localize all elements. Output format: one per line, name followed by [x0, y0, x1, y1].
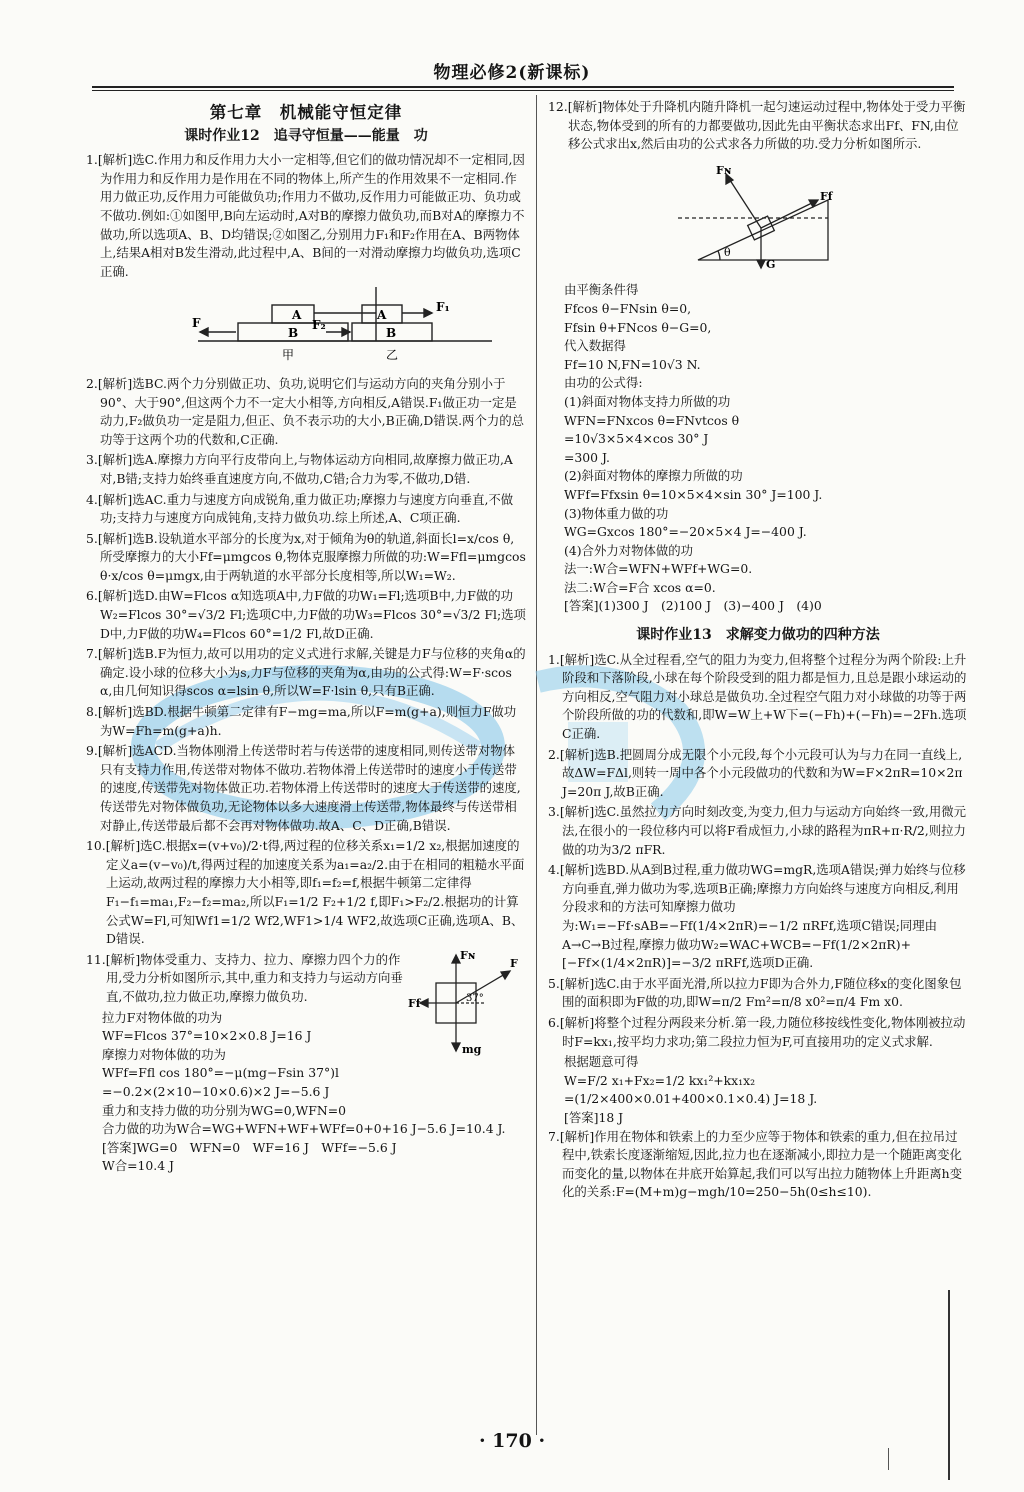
fig12-theta: θ: [724, 245, 731, 259]
answer-item-4: 4.[解析]选AC.重力与速度方向成锐角,重力做正功;摩擦力与速度方向垂直,不做功;支持力与速度方向成钝角,支持力做负功.综上所述,A、C项正确.: [86, 491, 514, 526]
item13-6-line-1: 根据题意可得: [564, 1054, 639, 1070]
item12-line-3: Ffsin θ+FNcos θ−G=0,: [564, 319, 712, 335]
item12-line-14: WG=Gxcos 180°=−20×5×4 J=−400 J.: [564, 524, 807, 540]
item12-answer: [答案](1)300 J (2)100 J (3)−400 J (4)0: [564, 598, 822, 614]
answer-item-8: 8.[解析]选BD.根据牛顿第二定律有F−mg=ma,所以F=m(g+a),则恒力F做功为W=Fh=m(g+a)h.: [86, 704, 517, 738]
fig11-mg: mg: [462, 1042, 482, 1056]
fig-label-F: F: [192, 316, 201, 331]
item11-line-7: 合力做的功为W合=WG+WFN+WF+WFf=0+0+16 J−5.6 J=10.4 J.: [102, 1121, 506, 1137]
answer-13-item-5: 5.[解析]选C.由于水平面光滑,所以拉力F即为合外力,F随位移x的变化图象包围的面积即为F做的功,即W=π/2 Fm²=π/8 x0²=π/4 Fm x0.: [548, 975, 962, 1010]
answer-13-item-1: 1.[解析]选C.从全过程看,空气的阻力为变力,但将整个过程分为两个阶段:上升阶段和下落阶段,小球在每个阶段受到的阻力都是恒力,且总是跟小球运动的方向相反,空气阻力对小球总是做负功.全过程空气阻力对小球做的功等于两个阶段所做的功的代数和,即W=W上+W下=(−Fh)+(−Fh)=−2Fh.选项C正确.: [548, 651, 967, 742]
answer-13-item-6: 6.[解析]将整个过程分两段来分析.第一段,力随位移按线性变化,物体刚被拉动时F=kx₁,按平均力求功;第二段拉力恒为F,可直接用功的定义式求解.: [548, 1014, 966, 1049]
answer-13-item-3: 3.[解析]选C.虽然拉力方向时刻改变,为变力,但力与运动方向始终一致,用微元法,在很小的一段位移内可以将F看成恒力,小球的路程为πR+π·R/2,则拉力做的功为3/2 πFR.: [548, 804, 967, 857]
answer-item-7: 7.[解析]选B.F为恒力,故可以用功的定义式进行求解,关键是力F与位移的夹角α的确定.设小球的位移大小为s,力F与位移的夹角为α,由功的公式得:W=F·scos α,由几何知识得scos α=lsin θ,所以W=F·lsin θ,只有B正确.: [86, 646, 526, 699]
fig12-FN: Fɴ: [716, 163, 732, 177]
item11-line-2: WF=Flcos 37°=10×2×0.8 J=16 J: [102, 1028, 312, 1044]
fig-yi-label-B: B: [386, 326, 397, 341]
fig11-FN: Fɴ: [460, 948, 476, 962]
item12-line-5: Ff=10 N,FN=10√3 N.: [564, 356, 701, 372]
figure-force-diagram-11: [406, 947, 526, 1065]
answer-item-10: 10.[解析]选C.根据x=(v+v₀)/2·t得,两过程的位移关系x₁=1/2 x₂,根据加速度的定义a=(v−v₀)/t,得两过程的加速度关系为a₁=a₂/2.由于在相同的粗糙水平面上运动,故两过程的摩擦力大小相等,即f₁=f₂=f,根据牛顿第二定律得F₁−f₁=ma₁,F₂−f₂=ma₂,所以F₁=1/2 F₂+1/2 f,即F₁>F₂/2.根据功的计算公式W=Fl,可知Wf1=1/2 Wf2,WF1>1/4 WF2,故选项C正确,选项A、B、D错误.: [86, 838, 525, 947]
item12-line-12: WFf=Ffxsin θ=10×5×4×sin 30° J=100 J.: [564, 486, 823, 502]
item12-line-11: (2)斜面对物体的摩擦力所做的功: [564, 468, 743, 484]
fig11-Ff: Ff: [408, 996, 421, 1010]
answer-item-1: 1.[解析]选C.作用力和反作用力大小一定相等,但它们的做功情况却不一定相同,因为作用力和反作用力是作用在不同的物体上,所产生的作用效果不一定相同.作用力做正功,反作用力可能做负功;作用力不做功,反作用力可能做正功、负功或不做功.例如:①如图甲,B向左运动时,A对B的摩擦力做负功,而B对A的摩擦力不做功,所以选项A、B、D均错误;②如图乙,分别用力F₁和F₂作用在A、B两物体上,结果A相对B发生滑动,此过程中,A、B间的一对滑动摩擦力均做负功,选项C正确.: [86, 152, 525, 279]
figure-yi: [326, 305, 492, 341]
item12-line-4: 代入数据得: [564, 338, 626, 354]
left-column: [86, 98, 526, 1176]
answer-item-9: 9.[解析]选ACD.当物体刚滑上传送带时若与传送带的速度相同,则传送带对物体只有支持力作用,传送带对物体不做功.若物体滑上传送带时的速度小于传送带的速度,传送带先对物体做正功.若物体滑上传送带时的速度大于传送带的速度,传送带先对物体做负功,无论物体以多大速度滑上传送带,物体最终与传送带相对静止,传送带最后都不会再对物体做功.故A、C、D正确,B错误.: [86, 743, 521, 833]
item11-line-4: WFf=Ffl cos 180°=−μ(mg−Fsin 37°)l: [102, 1065, 339, 1081]
item13-6-line-3: =(1/2×400×0.01+400×0.1×0.4) J=18 J.: [564, 1091, 818, 1107]
item12-line-17: 法二:W合=F合 xcos α=0.: [564, 579, 716, 595]
item13-6-answer: [答案]18 J: [564, 1109, 624, 1125]
answer-item-12: 12.[解析]物体处于升降机内随升降机一起匀速运动过程中,物体处于受力平衡状态,物体受到的所有的力都要做功,因此先由平衡状态求出Ff、FN,由位移公式求出x,然后由功的公式求各力所做的功.受力分析如图所示.: [548, 99, 966, 152]
lesson-12-title: 课时作业12 追寻守恒量——能量 功: [184, 127, 428, 144]
answer-13-item-7: 7.[解析]作用在物体和铁索上的力至少应等于物体和铁索的重力,但在拉吊过程中,铁索长度逐渐缩短,因此,拉力也在逐渐减小,即拉力是一个随距离变化而变化的量,以物体在井底开始算起,我们可以写出拉力随物体上升距离h变化的关系:F=(M+m)g−mgh/10=250−5h(0≤h≤10).: [548, 1128, 962, 1200]
item12-line-7: (1)斜面对物体支持力所做的功: [564, 393, 731, 409]
item11-answer: [答案]WG=0 WFN=0 WF=16 J WFf=−5.6 J: [102, 1139, 397, 1155]
right-column: [548, 98, 968, 1204]
item12-line-10: =300 J.: [564, 449, 610, 465]
fig12-G: G: [766, 257, 776, 270]
item12-line-1: 由平衡条件得: [564, 282, 639, 298]
item12-line-15: (4)合外力对物体做的功: [564, 542, 694, 558]
fig-label-F1: F₁: [436, 300, 450, 315]
answer-item-3: 3.[解析]选A.摩擦力方向平行皮带向上,与物体运动方向相同,故摩擦力做正功,A对,B错;支持力始终垂直速度方向,不做功,C错;合力为零,不做功,D错.: [86, 452, 513, 486]
item12-line-9: =10√3×5×4×cos 30° J: [564, 431, 709, 447]
fig-label-A: A: [292, 308, 302, 323]
fig11-F: F: [510, 956, 518, 970]
item11-answer-total: W合=10.4 J: [102, 1158, 175, 1174]
fig-label-B: B: [288, 326, 299, 341]
fig-label-jia: 甲: [282, 348, 295, 363]
figure-incline-12: [548, 160, 968, 276]
answer-item-11: 11.[解析]物体受重力、支持力、拉力、摩擦力四个力的作用,受力分析如图所示,其中,重力和支持力与运动方向垂直,不做功,拉力做正功,摩擦力做负功.: [86, 951, 403, 1004]
fig-yi-label-A: A: [377, 308, 387, 323]
header-rule-thin: [92, 90, 954, 91]
item12-line-2: Ffcos θ−FNsin θ=0,: [564, 300, 692, 316]
item11-line-1: 拉力F对物体做的功为: [102, 1009, 223, 1025]
answer-item-2: 2.[解析]选BC.两个力分别做正功、负功,说明它们与运动方向的夹角分别小于90°、大于90°,但这两个力不一定大小相等,方向相反,A错误.F₁做正功一定是动力,F₂做负功一定是阻力,但正、负不表示功的大小,B正确,D错误.两个力的总功等于这两个功的代数和,C正确.: [86, 375, 525, 447]
fig-label-yi: 乙: [386, 348, 399, 363]
item11-line-3: 摩擦力对物体做的功为: [102, 1046, 226, 1062]
item12-line-8: WFN=FNxcos θ=FNvtcos θ: [564, 412, 740, 428]
answer-13-item-2: 2.[解析]选B.把圆周分成无限个小元段,每个小元段可认为与力在同一直线上,故ΔW=FΔl,则转一周中各个小元段做功的代数和为W=F×2πR=10×2π J=20π J,故B正确.: [548, 746, 963, 799]
chapter-title: 第七章 机械能守恒定律: [209, 103, 403, 122]
page-header-title: 物理必修2(新课标): [433, 63, 591, 83]
header-rule: [92, 86, 954, 88]
fig-label-F2: F₂: [312, 318, 326, 333]
item13-6-line-2: W=F/2 x₁+Fx₂=1/2 kx₁²+kx₁x₂: [564, 1072, 756, 1088]
item11-line-6: 重力和支持力做的功分别为WG=0,WFN=0: [102, 1102, 346, 1118]
fig11-angle: 37°: [466, 992, 484, 1004]
lesson-13-title: 课时作业13 求解变力做功的四种方法: [636, 627, 880, 644]
item12-line-13: (3)物体重力做的功: [564, 505, 669, 521]
answer-13-item-4: 4.[解析]选BD.从A到B过程,重力做功WG=mgR,选项A错误;弹力始终与位移方向垂直,弹力做功为零,选项B正确;摩擦力方向始终与速度方向相反,利用分段求和的方法可知摩擦力做功为:W₁=−Ff·sAB=−Ff(1/4×2πR)=−1/2 πRFf,选项C错误;同理由A→C→B过程,摩擦力做功W₂=WAC+WCB=−Ff(1/2×2πR)+[−Ff×(1/4×2πR)]=−3/2 πRFf,选项D正确.: [548, 862, 966, 971]
fig12-Ff: Ff: [820, 189, 833, 203]
figure-jia-yi: [86, 287, 526, 369]
answer-item-6: 6.[解析]选D.由W=Flcos α知选项A中,力F做的功W₁=Fl;选项B中,力F做的功W₂=Flcos 30°=√3/2 Fl;选项C中,力F做的功W₃=Flcos 30°=√3/2 Fl;选项D中,力F做的功W₄=Flcos 60°=1/2 Fl,故D正确.: [86, 588, 526, 641]
item11-line-5: =−0.2×(2×10−10×0.6)×2 J=−5.6 J: [102, 1083, 330, 1099]
page-number: · 170 ·: [478, 1430, 546, 1452]
item12-line-6: 由功的公式得:: [564, 375, 643, 391]
answer-item-5: 5.[解析]选B.设轨道水平部分的长度为x,对于倾角为θ的轨道,斜面长l=x/cos θ,所受摩擦力的大小Ff=μmgcos θ,物体克服摩擦力所做的功:W=Ffl=μmgcos θ·x/cos θ=μmgx,由于两轨道的水平部分长度相等,所以W₁=W₂.: [86, 530, 526, 583]
item12-line-16: 法一:W合=WFN+WFf+WG=0.: [564, 561, 753, 577]
